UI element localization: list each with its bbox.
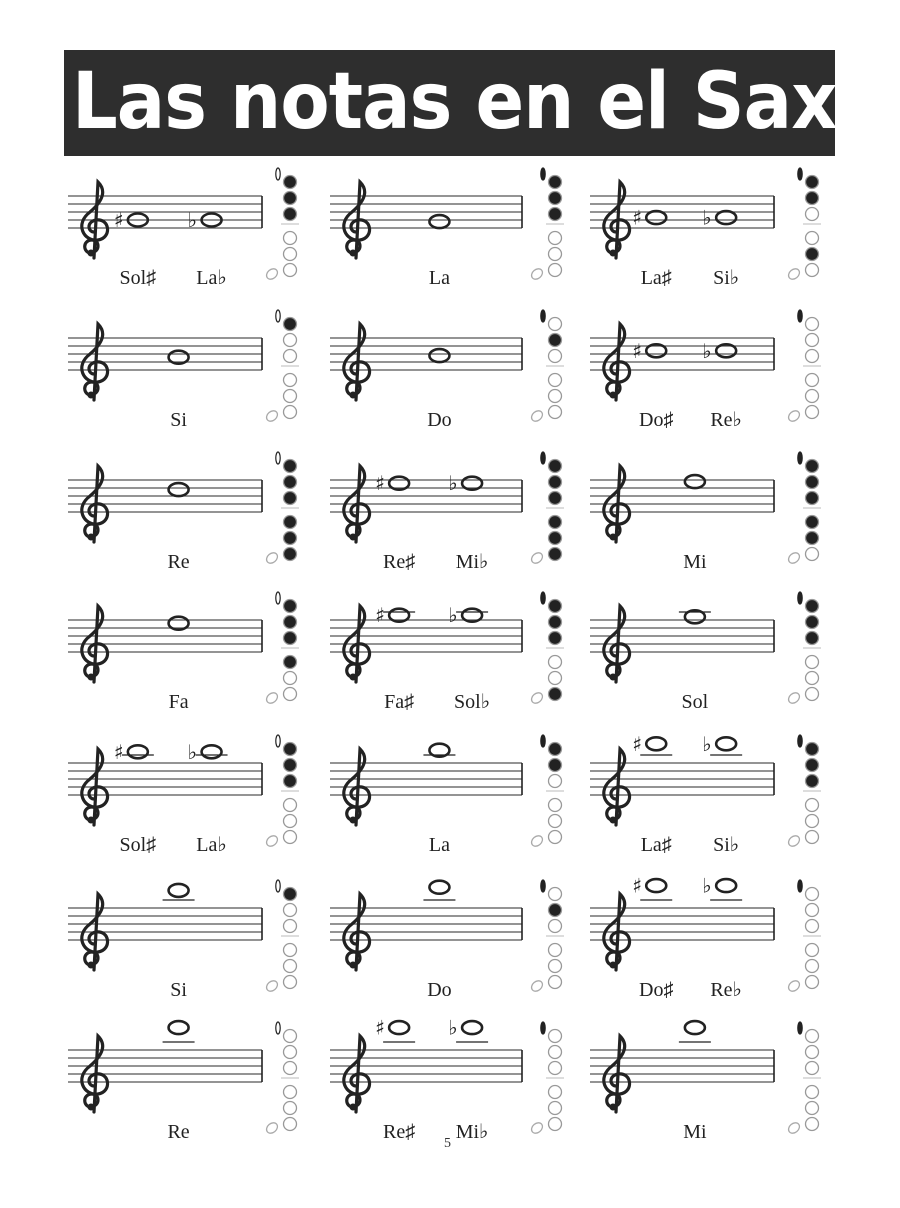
sax-key-icon xyxy=(549,799,562,812)
sax-key-icon xyxy=(549,548,562,561)
sax-key-icon xyxy=(549,492,562,505)
sax-key-icon xyxy=(549,1046,562,1059)
sharp-icon: ♯ xyxy=(375,471,385,496)
sax-key-icon xyxy=(284,888,297,901)
sax-key-icon xyxy=(806,390,819,403)
note-cell xyxy=(68,880,299,1001)
sax-key-icon xyxy=(284,1086,297,1099)
note-cell xyxy=(68,1021,299,1143)
sharp-icon: ♯ xyxy=(632,731,642,756)
sax-key-icon xyxy=(284,1062,297,1075)
octave-key-icon xyxy=(541,310,545,322)
sax-key-icon xyxy=(284,688,297,701)
pinky-key-icon xyxy=(265,1121,280,1136)
note-label: Mi xyxy=(683,1121,707,1143)
whole-note-icon xyxy=(429,349,449,362)
octave-key-icon xyxy=(276,452,280,464)
sax-fingering xyxy=(787,880,821,993)
sax-key-icon xyxy=(284,831,297,844)
note-cell xyxy=(590,732,821,856)
clef-dot xyxy=(88,534,95,541)
sax-key-icon xyxy=(806,476,819,489)
sax-key-icon xyxy=(284,656,297,669)
sax-key-icon xyxy=(806,176,819,189)
sax-fingering xyxy=(787,168,821,281)
note-label: Do♯ xyxy=(639,409,674,431)
sax-key-icon xyxy=(549,460,562,473)
pinky-key-icon xyxy=(265,691,280,706)
note-cell xyxy=(68,310,299,431)
sax-key-icon xyxy=(549,743,562,756)
sax-key-icon xyxy=(284,492,297,505)
octave-key-icon xyxy=(798,310,802,322)
sax-key-icon xyxy=(284,743,297,756)
note-label: Do xyxy=(427,409,452,431)
sax-key-icon xyxy=(284,476,297,489)
note-label: Re xyxy=(167,551,190,573)
sax-key-icon xyxy=(284,920,297,933)
sax-key-icon xyxy=(806,888,819,901)
pinky-key-icon xyxy=(265,979,280,994)
sax-key-icon xyxy=(549,1118,562,1131)
pinky-key-icon xyxy=(787,834,802,849)
note-label: Mi xyxy=(683,551,707,573)
sax-key-icon xyxy=(284,176,297,189)
pinky-key-icon xyxy=(530,551,545,566)
note-label: Mi♭ xyxy=(455,551,489,573)
sax-fingering xyxy=(787,310,821,423)
clef-dot xyxy=(350,534,357,541)
octave-key-icon xyxy=(276,880,280,892)
note-cell xyxy=(330,1016,564,1143)
whole-note-icon xyxy=(716,211,736,224)
pinky-key-icon xyxy=(530,1121,545,1136)
octave-key-icon xyxy=(798,452,802,464)
sax-fingering xyxy=(265,452,299,565)
flat-icon: ♭ xyxy=(187,739,197,764)
octave-key-icon xyxy=(541,452,545,464)
sax-fingering xyxy=(530,592,564,705)
sax-key-icon xyxy=(549,264,562,277)
sax-key-icon xyxy=(549,1086,562,1099)
sax-key-icon xyxy=(549,1030,562,1043)
note-label: Mi♭ xyxy=(455,1121,489,1143)
note-label: Fa♯ xyxy=(384,691,415,713)
sharp-icon: ♯ xyxy=(632,338,642,363)
sax-key-icon xyxy=(806,374,819,387)
sax-key-icon xyxy=(549,1102,562,1115)
sax-key-icon xyxy=(806,334,819,347)
flat-icon: ♭ xyxy=(702,731,712,756)
sax-key-icon xyxy=(806,192,819,205)
sax-key-icon xyxy=(284,548,297,561)
sax-fingering xyxy=(265,1022,299,1135)
sax-key-icon xyxy=(549,960,562,973)
flat-icon: ♭ xyxy=(448,1015,458,1040)
sax-key-icon xyxy=(284,1102,297,1115)
whole-note-icon xyxy=(429,881,449,894)
whole-note-icon xyxy=(169,483,189,496)
sax-key-icon xyxy=(549,208,562,221)
sharp-icon: ♯ xyxy=(375,603,385,628)
clef-dot xyxy=(610,534,617,541)
note-label: La xyxy=(428,834,450,856)
pinky-key-icon xyxy=(530,979,545,994)
sax-key-icon xyxy=(284,334,297,347)
sax-key-icon xyxy=(549,390,562,403)
note-cell xyxy=(590,452,821,573)
sax-key-icon xyxy=(806,1118,819,1131)
sax-key-icon xyxy=(284,192,297,205)
sax-key-icon xyxy=(549,632,562,645)
sax-key-icon xyxy=(284,799,297,812)
pinky-key-icon xyxy=(265,551,280,566)
note-label: Sol♯ xyxy=(119,267,157,289)
note-label: La♭ xyxy=(196,834,227,856)
sax-key-icon xyxy=(806,815,819,828)
pinky-key-icon xyxy=(530,409,545,424)
sax-key-icon xyxy=(284,775,297,788)
octave-key-icon xyxy=(276,1022,280,1034)
clef-dot xyxy=(88,674,95,681)
clef-dot xyxy=(610,250,617,257)
clef-dot xyxy=(88,817,95,824)
octave-key-icon xyxy=(541,1022,545,1034)
flat-icon: ♭ xyxy=(448,471,458,496)
sax-fingering xyxy=(530,735,564,848)
sax-key-icon xyxy=(549,815,562,828)
sax-key-icon xyxy=(284,374,297,387)
whole-note-icon xyxy=(646,211,666,224)
sax-fingering xyxy=(265,880,299,993)
whole-note-icon xyxy=(429,215,449,228)
note-label: La♯ xyxy=(640,267,672,289)
sax-key-icon xyxy=(806,944,819,957)
sax-key-icon xyxy=(806,775,819,788)
whole-note-icon xyxy=(685,1021,705,1034)
sax-fingering xyxy=(787,1022,821,1135)
sax-key-icon xyxy=(549,759,562,772)
sax-key-icon xyxy=(284,350,297,363)
sax-key-icon xyxy=(806,232,819,245)
octave-key-icon xyxy=(276,592,280,604)
sax-key-icon xyxy=(806,1046,819,1059)
pinky-key-icon xyxy=(787,409,802,424)
octave-key-icon xyxy=(541,735,545,747)
sax-key-icon xyxy=(806,616,819,629)
sax-key-icon xyxy=(549,656,562,669)
note-label: Si♭ xyxy=(713,267,740,289)
sax-key-icon xyxy=(806,318,819,331)
sax-key-icon xyxy=(549,944,562,957)
sax-fingering xyxy=(265,310,299,423)
note-cell xyxy=(590,168,821,289)
whole-note-icon xyxy=(169,884,189,897)
sax-fingering xyxy=(787,735,821,848)
sax-key-icon xyxy=(806,1062,819,1075)
whole-note-icon xyxy=(389,1021,409,1034)
clef-dot xyxy=(350,1104,357,1111)
sax-key-icon xyxy=(806,1086,819,1099)
note-label: Re♯ xyxy=(383,1121,416,1143)
octave-key-icon xyxy=(798,1022,802,1034)
note-label: Sol♯ xyxy=(119,834,157,856)
pinky-key-icon xyxy=(787,979,802,994)
note-cell xyxy=(330,735,564,856)
clef-dot xyxy=(610,392,617,399)
flat-icon: ♭ xyxy=(187,208,197,232)
whole-note-icon xyxy=(685,475,705,488)
sax-key-icon xyxy=(549,976,562,989)
sax-key-icon xyxy=(806,743,819,756)
sax-key-icon xyxy=(806,688,819,701)
octave-key-icon xyxy=(798,168,802,180)
sax-key-icon xyxy=(284,632,297,645)
sax-key-icon xyxy=(549,192,562,205)
sax-key-icon xyxy=(806,208,819,221)
pinky-key-icon xyxy=(530,834,545,849)
note-label: Do xyxy=(427,979,452,1001)
sax-key-icon xyxy=(284,904,297,917)
octave-key-icon xyxy=(276,310,280,322)
sharp-icon: ♯ xyxy=(113,208,124,232)
pinky-key-icon xyxy=(787,1121,802,1136)
whole-note-icon xyxy=(716,737,736,750)
octave-key-icon xyxy=(276,168,280,180)
sax-key-icon xyxy=(549,350,562,363)
sax-key-icon xyxy=(284,1118,297,1131)
note-label: La♯ xyxy=(640,834,672,856)
sax-key-icon xyxy=(549,176,562,189)
sax-key-icon xyxy=(284,264,297,277)
sax-key-icon xyxy=(806,548,819,561)
whole-note-icon xyxy=(128,745,148,758)
sharp-icon: ♯ xyxy=(113,739,124,764)
sharp-icon: ♯ xyxy=(375,1015,385,1040)
note-cell xyxy=(68,168,299,289)
note-cell xyxy=(590,874,821,1001)
sax-key-icon xyxy=(806,1030,819,1043)
whole-note-icon xyxy=(202,745,222,758)
sax-fingering xyxy=(787,592,821,705)
clef-dot xyxy=(610,817,617,824)
sax-key-icon xyxy=(284,460,297,473)
flat-icon: ♭ xyxy=(702,873,712,898)
sax-key-icon xyxy=(806,248,819,261)
clef-dot xyxy=(88,392,95,399)
octave-key-icon xyxy=(541,880,545,892)
sax-key-icon xyxy=(284,208,297,221)
sax-key-icon xyxy=(806,656,819,669)
note-label: Re♭ xyxy=(710,409,742,431)
note-cell xyxy=(330,880,564,1001)
clef-dot xyxy=(610,674,617,681)
sax-key-icon xyxy=(549,831,562,844)
note-cell xyxy=(590,592,821,713)
note-cell xyxy=(330,310,564,431)
clef-dot xyxy=(350,962,357,969)
sax-key-icon xyxy=(284,248,297,261)
note-label: Re♭ xyxy=(710,979,742,1001)
note-label: Sol♭ xyxy=(454,691,491,713)
note-cell xyxy=(68,452,299,573)
octave-key-icon xyxy=(541,592,545,604)
sax-key-icon xyxy=(549,904,562,917)
sax-key-icon xyxy=(284,532,297,545)
note-label: Fa xyxy=(168,691,189,713)
whole-note-icon xyxy=(646,879,666,892)
sax-fingering xyxy=(530,310,564,423)
sax-fingering xyxy=(530,1022,564,1135)
sax-fingering xyxy=(530,168,564,281)
sax-key-icon xyxy=(284,944,297,957)
sax-key-icon xyxy=(284,672,297,685)
whole-note-icon xyxy=(462,1021,482,1034)
note-label: La♭ xyxy=(196,267,227,289)
clef-dot xyxy=(350,817,357,824)
pinky-key-icon xyxy=(265,409,280,424)
sax-key-icon xyxy=(284,960,297,973)
sax-key-icon xyxy=(806,799,819,812)
octave-key-icon xyxy=(276,735,280,747)
pinky-key-icon xyxy=(530,691,545,706)
sax-key-icon xyxy=(806,831,819,844)
sax-key-icon xyxy=(549,888,562,901)
note-cell xyxy=(330,452,564,573)
sax-key-icon xyxy=(284,516,297,529)
pinky-key-icon xyxy=(787,551,802,566)
sax-key-icon xyxy=(549,688,562,701)
sax-key-icon xyxy=(549,406,562,419)
sax-key-icon xyxy=(549,600,562,613)
sax-key-icon xyxy=(549,516,562,529)
sax-key-icon xyxy=(806,532,819,545)
sax-key-icon xyxy=(284,1046,297,1059)
sax-key-icon xyxy=(549,672,562,685)
sax-key-icon xyxy=(806,759,819,772)
clef-dot xyxy=(88,962,95,969)
sax-key-icon xyxy=(806,904,819,917)
sax-fingering xyxy=(530,452,564,565)
sax-fingering xyxy=(265,168,299,281)
sax-key-icon xyxy=(549,616,562,629)
sax-key-icon xyxy=(284,232,297,245)
octave-key-icon xyxy=(798,592,802,604)
note-label: Do♯ xyxy=(639,979,674,1001)
note-cell xyxy=(330,168,564,289)
sax-key-icon xyxy=(284,406,297,419)
note-label: Re xyxy=(167,1121,190,1143)
clef-dot xyxy=(350,674,357,681)
sax-fingering xyxy=(530,880,564,993)
octave-key-icon xyxy=(541,168,545,180)
pinky-key-icon xyxy=(787,691,802,706)
sax-key-icon xyxy=(806,492,819,505)
flat-icon: ♭ xyxy=(702,205,712,230)
sax-key-icon xyxy=(549,318,562,331)
sax-key-icon xyxy=(806,960,819,973)
note-label: La xyxy=(428,267,450,289)
flat-icon: ♭ xyxy=(702,338,712,363)
note-label: Si xyxy=(170,409,187,431)
sax-key-icon xyxy=(549,1062,562,1075)
pinky-key-icon xyxy=(265,834,280,849)
whole-note-icon xyxy=(169,1021,189,1034)
page-number: 5 xyxy=(444,1136,451,1151)
sax-key-icon xyxy=(806,672,819,685)
sax-key-icon xyxy=(284,976,297,989)
pinky-key-icon xyxy=(530,267,545,282)
sax-key-icon xyxy=(284,318,297,331)
whole-note-icon xyxy=(646,737,666,750)
clef-dot xyxy=(88,250,95,257)
note-cell xyxy=(590,310,821,431)
note-label: Re♯ xyxy=(383,551,416,573)
sax-key-icon xyxy=(806,1102,819,1115)
sax-key-icon xyxy=(806,632,819,645)
clef-dot xyxy=(610,1104,617,1111)
note-cell xyxy=(68,592,299,713)
sax-key-icon xyxy=(549,532,562,545)
sax-key-icon xyxy=(549,920,562,933)
note-cell xyxy=(330,592,564,713)
sax-key-icon xyxy=(549,248,562,261)
flat-icon: ♭ xyxy=(448,603,458,628)
sax-key-icon xyxy=(806,406,819,419)
sax-key-icon xyxy=(806,600,819,613)
sax-key-icon xyxy=(284,815,297,828)
sharp-icon: ♯ xyxy=(632,205,642,230)
clef-dot xyxy=(350,250,357,257)
note-label: Sol xyxy=(681,691,709,713)
sax-key-icon xyxy=(284,759,297,772)
pinky-key-icon xyxy=(265,267,280,282)
sax-key-icon xyxy=(549,476,562,489)
sax-key-icon xyxy=(284,600,297,613)
sax-fingering xyxy=(265,735,299,848)
sax-key-icon xyxy=(806,460,819,473)
sax-key-icon xyxy=(549,334,562,347)
octave-key-icon xyxy=(798,880,802,892)
sax-key-icon xyxy=(806,976,819,989)
page-title: Las notas en el Sax. xyxy=(72,57,863,147)
note-label: Si♭ xyxy=(713,834,740,856)
sax-key-icon xyxy=(806,264,819,277)
clef-dot xyxy=(610,962,617,969)
note-cell xyxy=(590,1021,821,1143)
sax-key-icon xyxy=(284,390,297,403)
pinky-key-icon xyxy=(787,267,802,282)
note-cell xyxy=(68,735,299,856)
sax-key-icon xyxy=(549,374,562,387)
sax-key-icon xyxy=(806,516,819,529)
clef-dot xyxy=(88,1104,95,1111)
sax-fingering xyxy=(265,592,299,705)
note-label: Si xyxy=(170,979,187,1001)
sax-key-icon xyxy=(284,616,297,629)
sax-key-icon xyxy=(549,232,562,245)
sax-key-icon xyxy=(806,920,819,933)
sax-fingering xyxy=(787,452,821,565)
sax-key-icon xyxy=(549,775,562,788)
clef-dot xyxy=(350,392,357,399)
whole-note-icon xyxy=(716,879,736,892)
sax-key-icon xyxy=(806,350,819,363)
sax-key-icon xyxy=(284,1030,297,1043)
sharp-icon: ♯ xyxy=(632,873,642,898)
octave-key-icon xyxy=(798,735,802,747)
